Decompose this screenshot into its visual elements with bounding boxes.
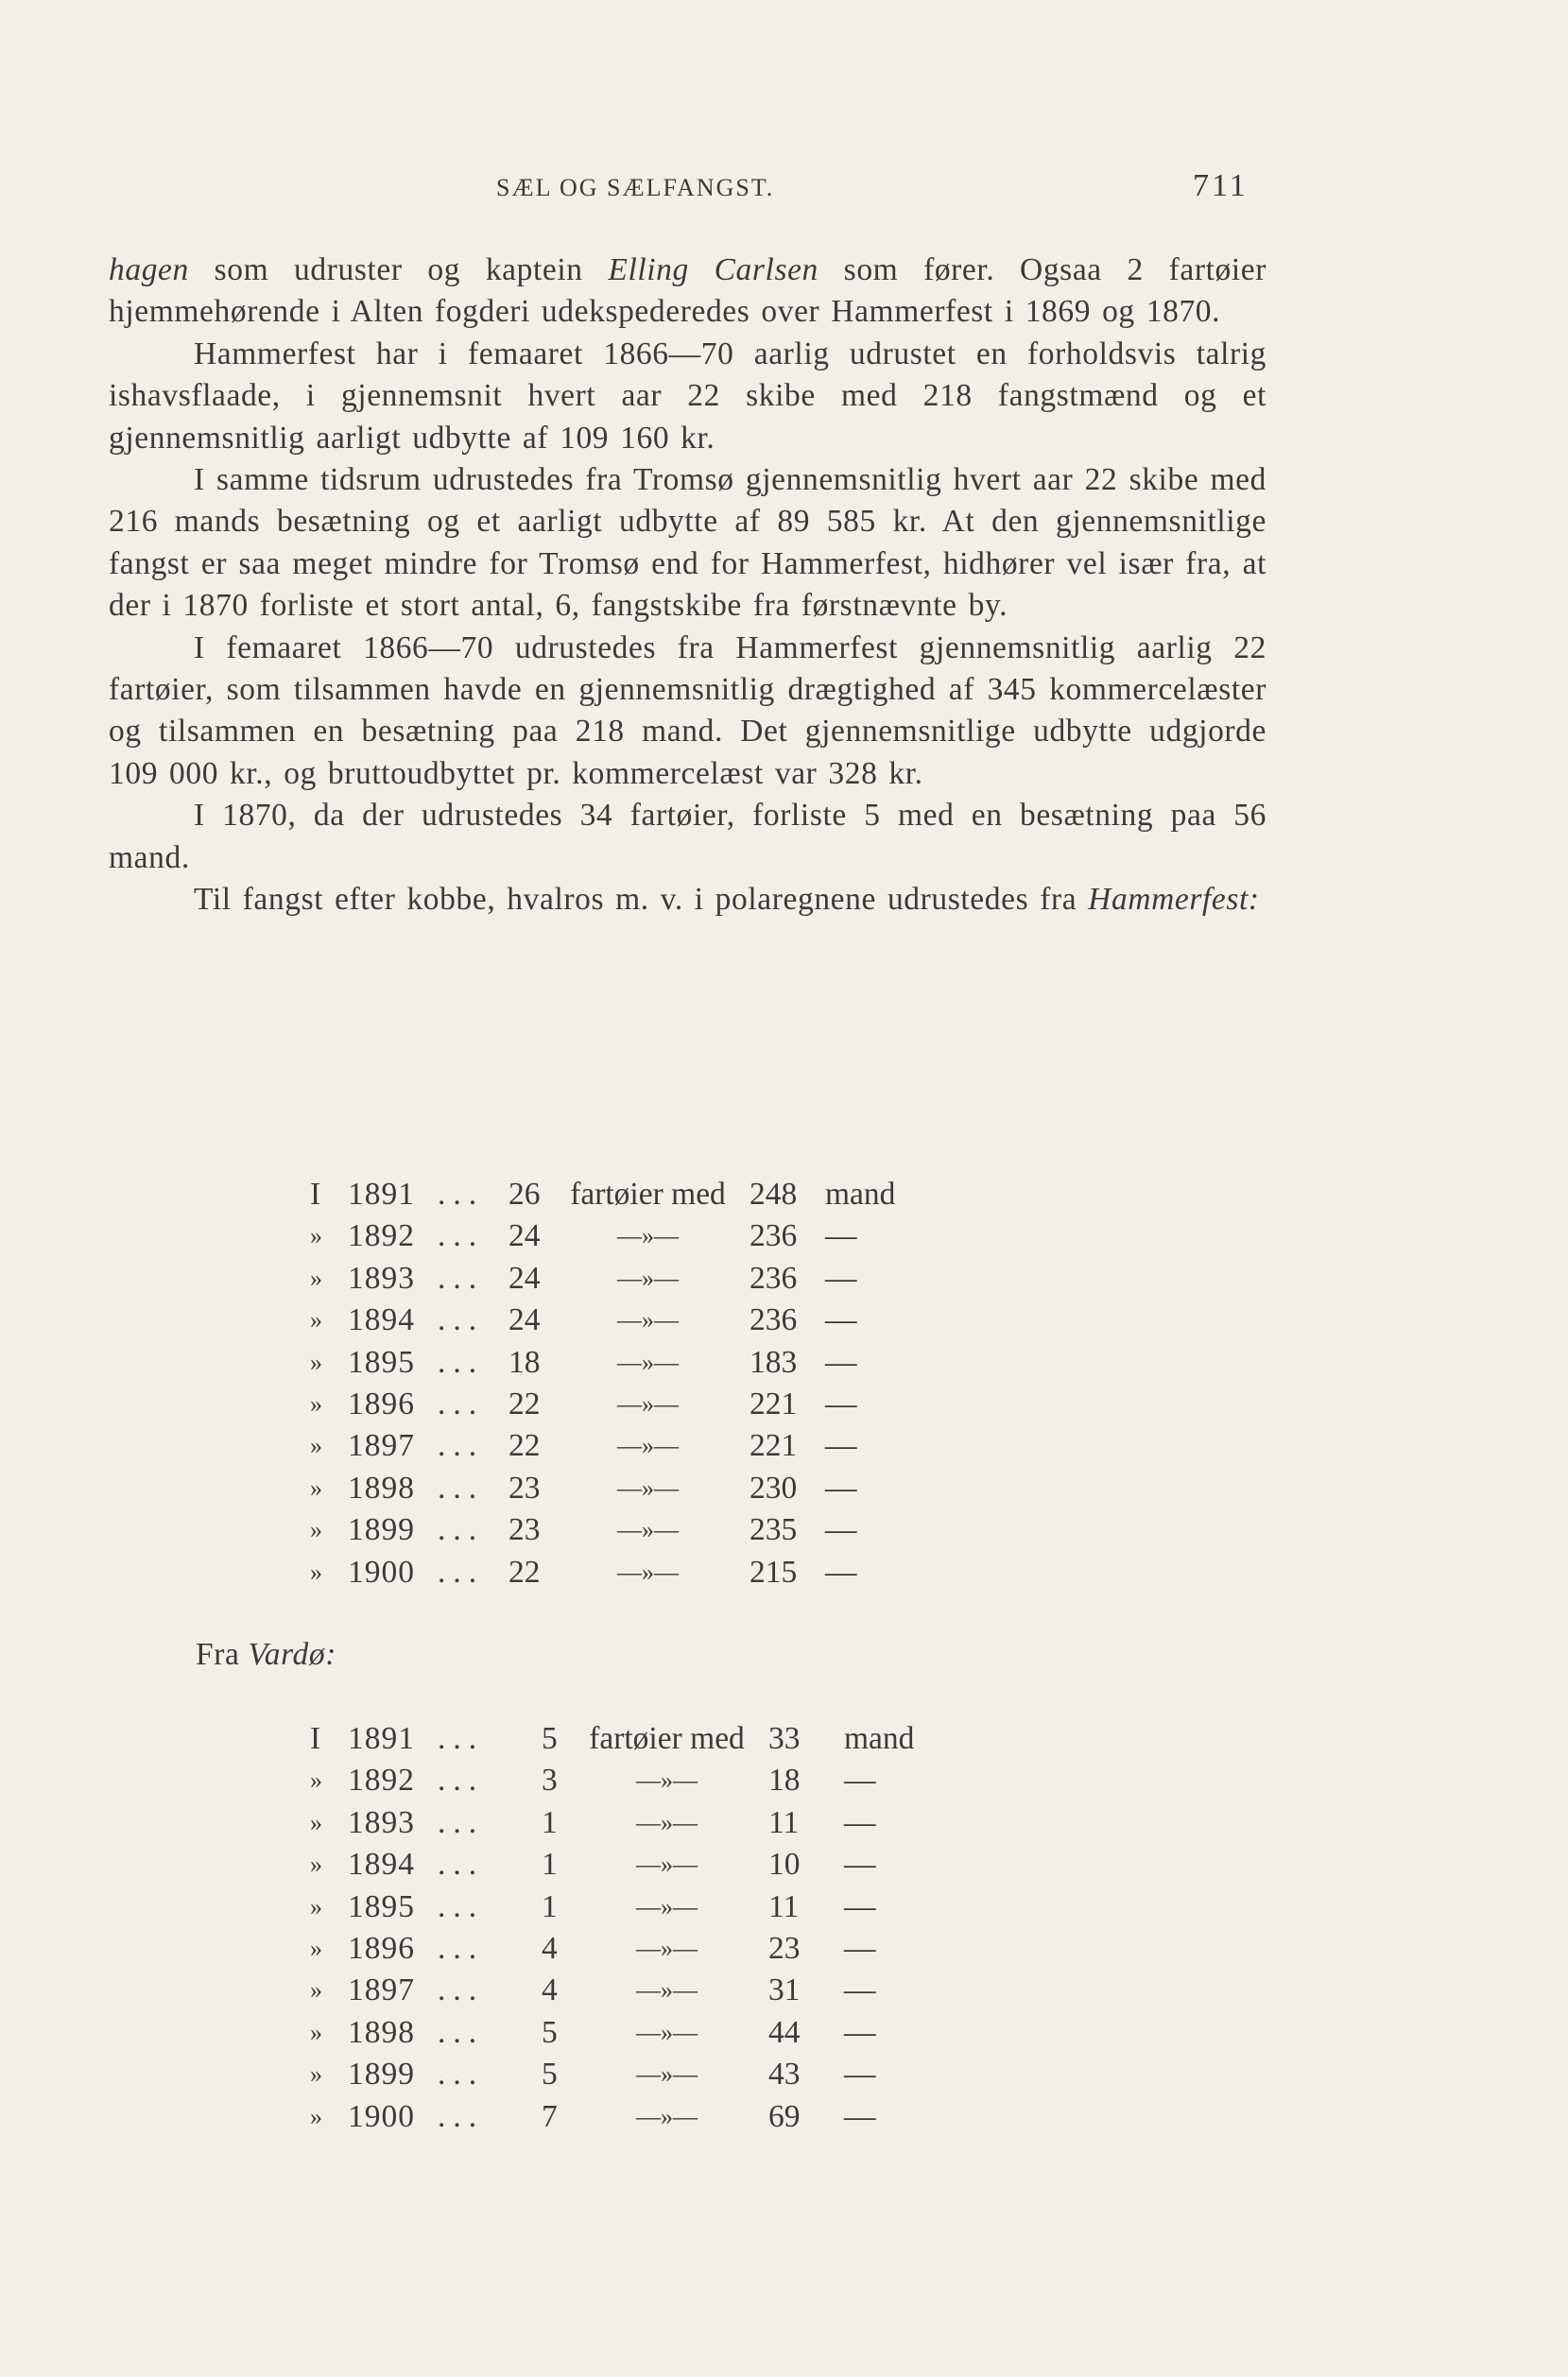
crew-count: 33 <box>768 1721 801 1756</box>
vessel-count: 4 <box>542 1972 558 2008</box>
vessel-count: 23 <box>508 1470 541 1506</box>
vessel-count: 1 <box>542 1804 558 1840</box>
row-year: 1894 <box>348 1302 415 1338</box>
table-row <box>310 1468 910 1509</box>
vardo-heading <box>196 1637 336 1673</box>
row-year: 1897 <box>348 1428 415 1464</box>
paragraph-3: I samme tidsrum udrustedes fra Tromsø gjennemsnitlig hvert aar 22 skibe med 216 mands besætning og et aarligt udbytte af 89 585 kr. At den gjennemsnitlige fangst er saa meget mindre for Tromsø end for Hammerfest, hidhører vel især fra, at der i 1870 forliste et stort antal, 6, fangstskibe fra førstnævnte by. <box>109 462 1266 624</box>
row-year: 1898 <box>348 2014 415 2050</box>
page-header <box>0 168 1568 215</box>
leader-dots: ... <box>438 1260 485 1296</box>
crew-count: 31 <box>768 1972 801 2008</box>
row-prefix: » <box>310 1222 322 1250</box>
vessel-count: 5 <box>542 1721 558 1756</box>
row-prefix: » <box>310 1390 322 1419</box>
leader-dots: ... <box>438 1554 485 1590</box>
row-year: 1893 <box>348 1260 415 1296</box>
table-row <box>310 1342 910 1384</box>
row-year: 1891 <box>348 1177 415 1212</box>
row-prefix: I <box>310 1177 321 1212</box>
vessel-unit: —»— <box>636 1766 698 1795</box>
table-row <box>310 1760 929 1801</box>
crew-unit: mand <box>825 1177 896 1212</box>
row-year: 1900 <box>348 2098 415 2134</box>
text-run: som fører. Ogsaa 2 fartøier hjemmehørende i Alten fogderi udekspederedes over Hammerfest i 1869 og 1870. <box>109 252 1266 330</box>
vessel-unit: —»— <box>617 1558 679 1586</box>
crew-count: 43 <box>768 2057 801 2093</box>
vessel-count: 22 <box>508 1554 541 1590</box>
paragraph-5: I 1870, da der udrustedes 34 fartøier, forliste 5 med en besætning paa 56 mand. <box>109 798 1266 875</box>
crew-unit: — <box>825 1260 857 1296</box>
crew-count: 69 <box>768 2098 801 2134</box>
hammerfest-table-body <box>310 1174 910 1593</box>
leader-dots: ... <box>438 1344 485 1380</box>
vessel-unit: —»— <box>617 1306 679 1335</box>
crew-count: 215 <box>750 1554 798 1590</box>
crew-unit: — <box>844 1972 876 2008</box>
row-year: 1896 <box>348 1931 415 1967</box>
text-run: som udruster og kaptein <box>188 252 609 287</box>
row-year: 1895 <box>348 1344 415 1380</box>
vessel-unit: —»— <box>617 1432 679 1460</box>
crew-count: 236 <box>750 1260 798 1296</box>
row-prefix: » <box>310 1558 322 1586</box>
paragraph-4: I femaaret 1866—70 udrustedes fra Hammerfest gjennemsnitlig aarlig 22 fartøier, som tilsammen havde en gjennemsnitlig drægtighed af 345 kommercelæster og tilsammen en besætning paa 218 mand. Det gjennemsnitlige udbytte udgjorde 109 000 kr., og bruttoudbyttet pr. kommercelæst var 328 kr. <box>109 629 1266 791</box>
vessel-count: 18 <box>508 1344 541 1380</box>
vessel-count: 24 <box>508 1218 541 1254</box>
table-row <box>310 1425 910 1467</box>
crew-count: 10 <box>768 1847 801 1883</box>
row-prefix: » <box>310 1892 322 1921</box>
row-prefix: » <box>310 2102 322 2130</box>
vessel-count: 26 <box>508 1177 541 1212</box>
vessel-count: 4 <box>542 1931 558 1967</box>
table-row <box>310 2096 929 2138</box>
crew-count: 23 <box>768 1931 801 1967</box>
row-prefix: » <box>310 1935 322 1963</box>
crew-count: 230 <box>750 1470 798 1506</box>
row-year: 1900 <box>348 1554 415 1590</box>
leader-dots: ... <box>438 1302 485 1338</box>
vessel-count: 7 <box>542 2098 558 2134</box>
row-year: 1899 <box>348 2057 415 2093</box>
leader-dots: ... <box>438 1177 485 1212</box>
row-prefix: I <box>310 1721 321 1756</box>
table-row <box>310 1509 910 1551</box>
row-year: 1898 <box>348 1470 415 1506</box>
crew-unit: — <box>825 1302 857 1338</box>
vessel-unit: —»— <box>636 2060 698 2089</box>
crew-unit: — <box>844 1804 876 1840</box>
leader-dots: ... <box>438 1428 485 1464</box>
vessel-count: 24 <box>508 1260 541 1296</box>
crew-count: 11 <box>768 1804 800 1840</box>
crew-unit: — <box>825 1428 857 1464</box>
row-year: 1896 <box>348 1387 415 1422</box>
vessel-count: 1 <box>542 1888 558 1924</box>
hammerfest-fleet-table <box>310 1174 910 1593</box>
leader-dots: ... <box>438 1847 485 1883</box>
paragraph-1 <box>109 250 1266 334</box>
leader-dots: ... <box>438 2057 485 2093</box>
leader-dots: ... <box>438 1218 485 1254</box>
row-year: 1894 <box>348 1847 415 1883</box>
table-row <box>310 1215 910 1257</box>
vessel-count: 22 <box>508 1428 541 1464</box>
crew-unit: — <box>825 1344 857 1380</box>
vardo-table-body <box>310 1718 929 2138</box>
vessel-unit: —»— <box>636 1808 698 1836</box>
running-title: SÆL OG SÆLFANGST. <box>496 174 775 201</box>
row-prefix: » <box>310 1306 322 1335</box>
row-prefix: » <box>310 1808 322 1836</box>
person-name: Elling Carlsen <box>608 252 818 287</box>
table-row <box>310 1174 910 1215</box>
heading-text: Fra <box>196 1637 249 1672</box>
leader-dots: ... <box>438 2014 485 2050</box>
crew-unit: — <box>844 1888 876 1924</box>
vessel-unit: —»— <box>636 1892 698 1921</box>
crew-unit: — <box>825 1554 857 1590</box>
crew-count: 236 <box>750 1218 798 1254</box>
crew-unit: mand <box>844 1721 915 1756</box>
vessel-unit: —»— <box>636 1935 698 1963</box>
leader-dots: ... <box>438 1972 485 2008</box>
leader-dots: ... <box>438 1721 485 1756</box>
crew-unit: — <box>844 1847 876 1883</box>
table-row <box>310 1802 929 1844</box>
table-row <box>310 1258 910 1300</box>
crew-unit: — <box>844 1763 876 1799</box>
crew-unit: — <box>825 1387 857 1422</box>
vessel-count: 5 <box>542 2057 558 2093</box>
leader-dots: ... <box>438 1470 485 1506</box>
leader-dots: ... <box>438 1888 485 1924</box>
vessel-unit: —»— <box>617 1473 679 1502</box>
row-year: 1897 <box>348 1972 415 2008</box>
crew-unit: — <box>825 1512 857 1548</box>
vessel-unit: —»— <box>636 1976 698 2005</box>
table-row <box>310 1844 929 1886</box>
place-name: Vardø: <box>248 1637 336 1672</box>
leader-dots: ... <box>438 1763 485 1799</box>
vessel-unit: —»— <box>617 1264 679 1292</box>
row-year: 1891 <box>348 1721 415 1756</box>
leader-dots: ... <box>438 1931 485 1967</box>
crew-count: 183 <box>750 1344 798 1380</box>
row-prefix: » <box>310 2018 322 2046</box>
crew-count: 221 <box>750 1428 798 1464</box>
vessel-unit: fartøier med <box>589 1721 745 1756</box>
leader-dots: ... <box>438 2098 485 2134</box>
vardo-fleet-table <box>310 1718 929 2138</box>
crew-count: 44 <box>768 2014 801 2050</box>
crew-count: 221 <box>750 1387 798 1422</box>
row-prefix: » <box>310 2060 322 2089</box>
vessel-count: 22 <box>508 1387 541 1422</box>
leader-dots: ... <box>438 1804 485 1840</box>
row-year: 1892 <box>348 1218 415 1254</box>
vessel-count: 1 <box>542 1847 558 1883</box>
vessel-unit: fartøier med <box>570 1177 726 1212</box>
paragraph-6 <box>109 879 1266 921</box>
vessel-unit: —»— <box>617 1222 679 1250</box>
table-row <box>310 1552 910 1593</box>
leader-dots: ... <box>438 1512 485 1548</box>
row-prefix: » <box>310 1432 322 1460</box>
place-name: Hammerfest: <box>1088 882 1260 918</box>
vessel-count: 24 <box>508 1302 541 1338</box>
table-row <box>310 1928 929 1970</box>
page-number: 711 <box>1193 168 1249 203</box>
vessel-unit: —»— <box>617 1390 679 1419</box>
italic-word: hagen <box>109 252 189 287</box>
crew-count: 18 <box>768 1763 801 1799</box>
text-run: Til fangst efter kobbe, hvalros m. v. i polaregnene udrustedes fra <box>194 882 1089 918</box>
body-text <box>109 250 1266 922</box>
row-year: 1893 <box>348 1804 415 1840</box>
table-row <box>310 2012 929 2054</box>
crew-count: 248 <box>750 1177 798 1212</box>
crew-unit: — <box>844 1931 876 1967</box>
vessel-count: 23 <box>508 1512 541 1548</box>
crew-unit: — <box>844 2014 876 2050</box>
vessel-unit: —»— <box>636 2102 698 2130</box>
crew-count: 235 <box>750 1512 798 1548</box>
row-year: 1895 <box>348 1888 415 1924</box>
table-row <box>310 1384 910 1425</box>
crew-unit: — <box>825 1470 857 1506</box>
table-row <box>310 1886 929 1928</box>
table-row <box>310 2054 929 2095</box>
row-prefix: » <box>310 1473 322 1502</box>
vessel-unit: —»— <box>636 1851 698 1879</box>
vessel-count: 3 <box>542 1763 558 1799</box>
table-row <box>310 1300 910 1341</box>
leader-dots: ... <box>438 1387 485 1422</box>
table-row <box>310 1970 929 2011</box>
vessel-unit: —»— <box>617 1348 679 1376</box>
crew-unit: — <box>844 2057 876 2093</box>
row-year: 1892 <box>348 1763 415 1799</box>
row-prefix: » <box>310 1851 322 1879</box>
crew-count: 11 <box>768 1888 800 1924</box>
row-prefix: » <box>310 1516 322 1544</box>
vessel-unit: —»— <box>636 2018 698 2046</box>
paragraph-2: Hammerfest har i femaaret 1866—70 aarlig udrustet en forholdsvis talrig ishavsflaade, i gjennemsnit hvert aar 22 skibe med 218 fangstmænd og et gjennemsnitlig aarligt udbytte af 109 160 kr. <box>109 336 1266 456</box>
row-prefix: » <box>310 1766 322 1795</box>
row-prefix: » <box>310 1976 322 2005</box>
vessel-count: 5 <box>542 2014 558 2050</box>
row-prefix: » <box>310 1264 322 1292</box>
crew-unit: — <box>844 2098 876 2134</box>
crew-unit: — <box>825 1218 857 1254</box>
table-row <box>310 1718 929 1760</box>
crew-count: 236 <box>750 1302 798 1338</box>
vessel-unit: —»— <box>617 1516 679 1544</box>
row-year: 1899 <box>348 1512 415 1548</box>
row-prefix: » <box>310 1348 322 1376</box>
